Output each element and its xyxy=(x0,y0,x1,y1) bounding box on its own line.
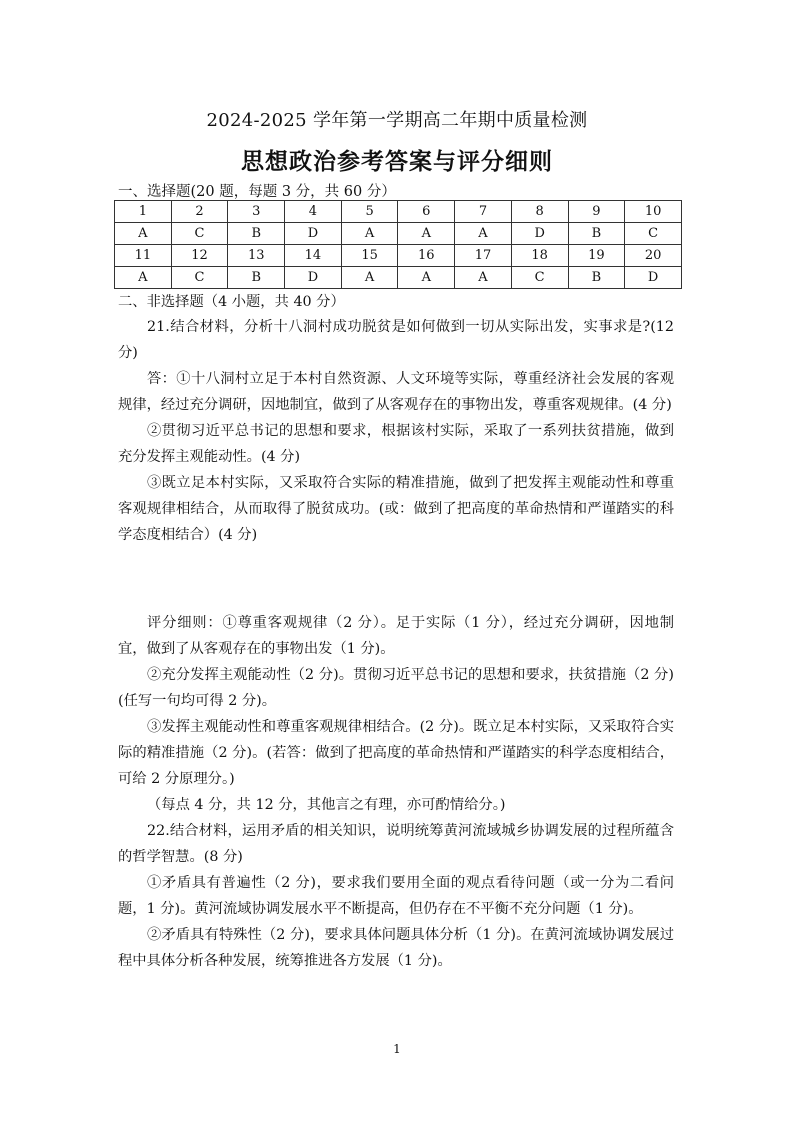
answer-table-cell: B xyxy=(228,267,285,289)
answer22-point2: ②矛盾具有特殊性（2 分)，要求具体问题具体分析（1 分)。在黄河流域协调发展过程中具体分析各种发展，统筹推进各方发展（1 分)。 xyxy=(118,927,674,969)
answer-table-cell: 16 xyxy=(398,245,455,267)
answer21-point3: ③既立足本村实际，又采取符合实际的精准措施，做到了把发挥主观能动性和尊重客观规律相结合，从而取得了脱贫成功。(或：做到了把高度的革命热情和严谨踏实的科学态度相结合）(4 分) xyxy=(118,475,674,543)
answer-table-cell: B xyxy=(568,267,625,289)
answer22-point1: ①矛盾具有普遍性（2 分)，要求我们要用全面的观点看待问题（或一分为二看问题，1 分)。黄河流域协调发展水平不断提高，但仍存在不平衡不充分问题（1 分)。 xyxy=(118,875,674,917)
answer-table-cell: 15 xyxy=(341,245,398,267)
answer-table-cell: 12 xyxy=(171,245,228,267)
question21-block xyxy=(118,314,674,548)
answer-table-cell: 14 xyxy=(285,245,342,267)
answer-table-cell: 7 xyxy=(455,201,512,223)
answer-table-cell: 3 xyxy=(228,201,285,223)
answer-table-cell: A xyxy=(455,223,512,245)
answer-table-cell: A xyxy=(455,267,512,289)
answer-table-cell: A xyxy=(115,267,172,289)
rubric21-note: （每点 4 分，共 12 分，其他言之有理，亦可酌情给分。) xyxy=(147,797,506,813)
rubric21-point2: ②充分发挥主观能动性（2 分)。贯彻习近平总书记的思想和要求，扶贫措施（2 分)(任写一句均可得 2 分)。 xyxy=(118,667,674,709)
answer-table-cell: A xyxy=(398,223,455,245)
answer21-point2: ②贯彻习近平总书记的思想和要求，根据该村实际，采取了一系列扶贫措施，做到充分发挥主观能动性。(4 分) xyxy=(118,423,674,465)
answer-table-cell: C xyxy=(511,267,568,289)
answer-table-row xyxy=(115,223,682,245)
answer-table-cell: 9 xyxy=(568,201,625,223)
section2-heading: 二、非选择题（4 小题，共 40 分） xyxy=(118,294,345,310)
answer-table-cell: 20 xyxy=(625,245,682,267)
answer-table-cell: 17 xyxy=(455,245,512,267)
answer-table-row xyxy=(115,267,682,289)
answer-table-cell: 10 xyxy=(625,201,682,223)
section1-heading: 一、选择题(20 题，每题 3 分，共 60 分） xyxy=(118,184,396,200)
rubric21-point3: ③发挥主观能动性和尊重客观规律相结合。(2 分)。既立足本村实际，又采取符合实际的精准措施（2 分)。(若答：做到了把高度的革命热情和严谨踏实的科学态度相结合，可给 2 分原理分。) xyxy=(118,719,674,787)
answer-table-cell: B xyxy=(228,223,285,245)
answer-table-cell: D xyxy=(285,267,342,289)
answer-table-cell: C xyxy=(171,223,228,245)
answer-table-cell: 5 xyxy=(341,201,398,223)
answer21-point1: 答：①十八洞村立足于本村自然资源、人文环境等实际，尊重经济社会发展的客观规律，经过充分调研，因地制宜，做到了从客观存在的事物出发，尊重客观规律。(4 分) xyxy=(118,371,674,413)
answer-table-cell: C xyxy=(625,223,682,245)
answer-table-cell: B xyxy=(568,223,625,245)
answer-table-cell: D xyxy=(625,267,682,289)
question21-text: 21.结合材料，分析十八洞村成功脱贫是如何做到一切从实际出发，实事求是?(12 分) xyxy=(118,319,674,361)
rubric21-point1: 评分细则：①尊重客观规律（2 分）。足于实际（1 分），经过充分调研，因地制宜，做到了从客观存在的事物出发（1 分)。 xyxy=(118,615,674,657)
answer-table-row xyxy=(115,245,682,267)
answer-table-cell: 13 xyxy=(228,245,285,267)
page-number: 1 xyxy=(393,1042,401,1056)
answer-table-cell: 2 xyxy=(171,201,228,223)
answer-table-cell: 18 xyxy=(511,245,568,267)
answer-table-cell: A xyxy=(115,223,172,245)
answer-table-cell: A xyxy=(341,267,398,289)
answer-table-cell: D xyxy=(285,223,342,245)
answer-table-cell: 1 xyxy=(115,201,172,223)
answer-table-cell: 4 xyxy=(285,201,342,223)
answer-table-cell: 8 xyxy=(511,201,568,223)
rubric21-block xyxy=(118,610,674,974)
answer-table-cell: A xyxy=(398,267,455,289)
exam-title: 2024-2025 学年第一学期高二年期中质量检测 xyxy=(206,110,588,131)
answer-table-cell: 6 xyxy=(398,201,455,223)
question22-text: 22.结合材料，运用矛盾的相关知识，说明统筹黄河流域城乡协调发展的过程所蕴含的哲学智慧。(8 分) xyxy=(118,823,674,865)
answer-key-title: 思想政治参考答案与评分细则 xyxy=(241,148,553,175)
answer-table-row xyxy=(115,201,682,223)
answer-table-cell: D xyxy=(511,223,568,245)
answer-table xyxy=(114,200,682,289)
answer-table-cell: C xyxy=(171,267,228,289)
answer-table-cell: 19 xyxy=(568,245,625,267)
answer-table-cell: 11 xyxy=(115,245,172,267)
answer-table-cell: A xyxy=(341,223,398,245)
